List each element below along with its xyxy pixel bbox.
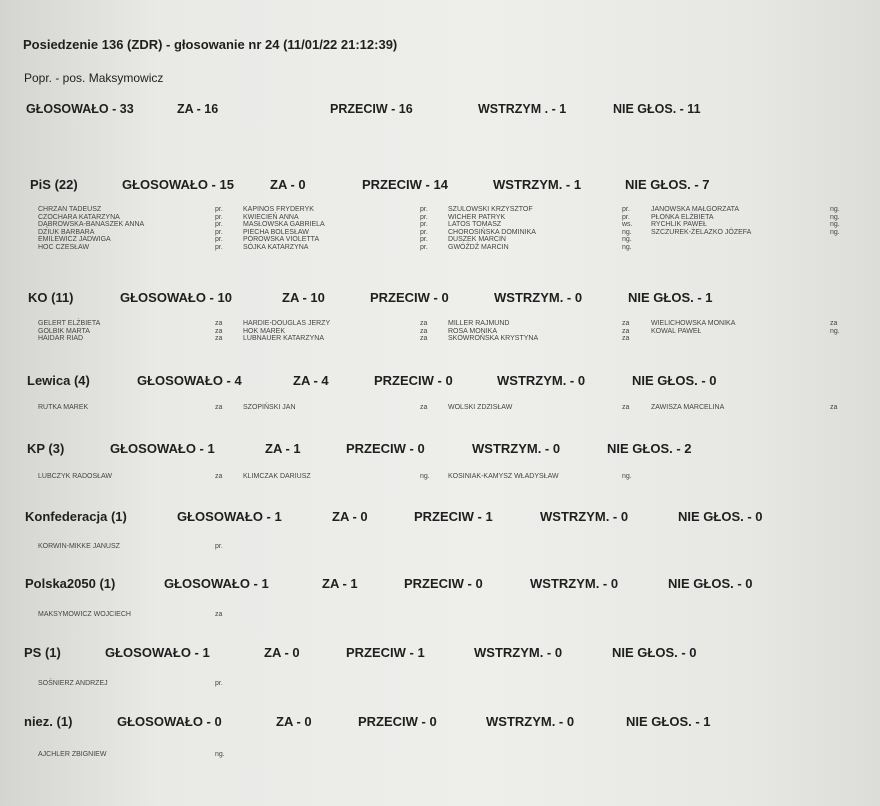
- mp-name: POROWSKA VIOLETTA: [243, 236, 320, 244]
- club-not-voting: NIE GŁOS. - 0: [632, 373, 717, 388]
- mp-name: KWIECIEŃ ANNA: [243, 213, 299, 221]
- mp-name: MASŁOWSKA GABRIELA: [243, 221, 325, 229]
- mp-vote: ng.: [830, 221, 840, 229]
- club-for: ZA - 0: [270, 177, 306, 192]
- mp-name: KLIMCZAK DARIUSZ: [243, 473, 311, 480]
- club-name: PS (1): [24, 645, 61, 660]
- mp-vote: za: [622, 320, 630, 327]
- mp-vote: ws.: [622, 221, 633, 229]
- summary-for: ZA - 16: [177, 102, 219, 116]
- mp-name: SÓJKA KATARZYNA: [243, 244, 309, 251]
- summary-abstain: WSTRZYM . - 1: [478, 102, 567, 116]
- mp-name: SZOPIŃSKI JAN: [243, 404, 296, 411]
- mp-vote: pr.: [215, 680, 223, 687]
- club-voted: GŁOSOWAŁO - 1: [105, 645, 210, 660]
- mp-name: LUBCZYK RADOSŁAW: [38, 473, 113, 480]
- mp-vote: pr.: [622, 206, 630, 213]
- club-not-voting: NIE GŁOS. - 0: [612, 645, 697, 660]
- summary-not-voting: NIE GŁOS. - 11: [613, 102, 701, 116]
- club-against: PRZECIW - 0: [404, 576, 483, 591]
- club-name: KO (11): [28, 290, 74, 305]
- mp-name: CZOCHARA KATARZYNA: [38, 213, 120, 221]
- mp-name: HOC CZESŁAW: [38, 244, 90, 251]
- mp-name: JANOWSKA MAŁGORZATA: [651, 206, 740, 213]
- club-against: PRZECIW - 0: [346, 441, 425, 456]
- mp-vote: ng.: [420, 473, 430, 480]
- mp-name: SZCZUREK-ŻELAZKO JÓZEFA: [651, 228, 752, 236]
- mp-name: PŁONKA ELŻBIETA: [651, 213, 714, 221]
- mp-vote: za: [622, 404, 630, 411]
- mp-vote: pr.: [420, 228, 428, 236]
- mp-name: MILLER RAJMUND: [448, 320, 510, 327]
- mp-vote: ng.: [622, 473, 632, 480]
- mp-vote: za: [830, 404, 838, 411]
- club-abstain: WSTRZYM. - 0: [530, 576, 619, 591]
- club-voted: GŁOSOWAŁO - 0: [117, 714, 222, 729]
- club-name: PiS (22): [30, 177, 78, 192]
- mp-name: CHOROSIŃSKA DOMINIKA: [448, 228, 536, 236]
- mp-vote: pr.: [215, 213, 223, 221]
- mp-name: SZULOWSKI KRZYSZTOF: [448, 206, 533, 213]
- mp-name: WICHER PATRYK: [448, 213, 506, 221]
- club-for: ZA - 0: [332, 509, 368, 524]
- page-title: Posiedzenie 136 (ZDR) - głosowanie nr 24 (11/01/22 21:12:39): [23, 37, 398, 52]
- club-abstain: WSTRZYM. - 1: [493, 177, 582, 192]
- mp-vote: ng.: [830, 213, 840, 221]
- club-not-voting: NIE GŁOS. - 2: [607, 441, 692, 456]
- mp-vote: pr.: [215, 236, 223, 244]
- mp-name: KOSINIAK-KAMYSZ WŁADYSŁAW: [448, 473, 559, 480]
- mp-vote: pr.: [622, 213, 630, 221]
- mp-name: GOLBIK MARTA: [38, 327, 90, 335]
- club-against: PRZECIW - 0: [358, 714, 437, 729]
- mp-vote: za: [830, 320, 838, 327]
- mp-vote: ng.: [830, 206, 840, 213]
- mp-name: HAIDAR RIAD: [38, 335, 84, 343]
- club-for: ZA - 1: [322, 576, 358, 591]
- mp-name: AJCHLER ZBIGNIEW: [38, 751, 107, 758]
- club-against: PRZECIW - 1: [414, 509, 493, 524]
- mp-name: ROSA MONIKA: [448, 327, 498, 335]
- club-name: Lewica (4): [27, 373, 90, 388]
- mp-name: PIECHA BOLESŁAW: [243, 228, 309, 236]
- club-for: ZA - 1: [265, 441, 301, 456]
- club-not-voting: NIE GŁOS. - 0: [668, 576, 753, 591]
- mp-name: KORWIN-MIKKE JANUSZ: [38, 543, 120, 550]
- mp-name: KAPINOS FRYDERYK: [243, 206, 314, 213]
- club-abstain: WSTRZYM. - 0: [497, 373, 586, 388]
- mp-vote: za: [215, 335, 223, 343]
- mp-name: GWÓŹDŹ MARCIN: [448, 244, 509, 251]
- mp-name: DĄBROWSKA-BANASZEK ANNA: [38, 221, 145, 229]
- club-abstain: WSTRZYM. - 0: [474, 645, 563, 660]
- mp-vote: pr.: [420, 221, 428, 229]
- mp-name: WOLSKI ZDZISŁAW: [448, 404, 513, 411]
- mp-vote: za: [622, 335, 630, 343]
- mp-vote: za: [215, 327, 223, 335]
- mp-vote: za: [622, 327, 630, 335]
- mp-vote: za: [215, 320, 223, 327]
- club-not-voting: NIE GŁOS. - 0: [678, 509, 763, 524]
- mp-name: WIELICHOWSKA MONIKA: [651, 320, 736, 327]
- mp-name: ZAWISZA MARCELINA: [651, 404, 725, 411]
- club-voted: GŁOSOWAŁO - 4: [137, 373, 242, 388]
- mp-name: EMILEWICZ JADWIGA: [38, 236, 111, 244]
- mp-name: DZIUK BARBARA: [38, 228, 95, 236]
- mp-name: RUTKA MAREK: [38, 404, 89, 411]
- summary-against: PRZECIW - 16: [330, 102, 413, 116]
- mp-vote: pr.: [215, 221, 223, 229]
- motion-subtitle: Popr. - pos. Maksymowicz: [24, 71, 164, 85]
- summary-voted: GŁOSOWAŁO - 33: [26, 102, 134, 116]
- club-voted: GŁOSOWAŁO - 15: [122, 177, 234, 192]
- club-abstain: WSTRZYM. - 0: [486, 714, 575, 729]
- mp-name: RYCHLIK PAWEŁ: [651, 221, 707, 229]
- mp-vote: za: [420, 335, 428, 343]
- mp-name: CHRZAN TADEUSZ: [38, 206, 102, 213]
- club-voted: GŁOSOWAŁO - 10: [120, 290, 232, 305]
- mp-name: MAKSYMOWICZ WOJCIECH: [38, 611, 131, 618]
- club-voted: GŁOSOWAŁO - 1: [164, 576, 269, 591]
- mp-vote: za: [420, 327, 428, 335]
- mp-name: LATOS TOMASZ: [448, 221, 502, 229]
- mp-name: DUSZEK MARCIN: [448, 236, 506, 244]
- club-abstain: WSTRZYM. - 0: [540, 509, 629, 524]
- mp-vote: pr.: [420, 213, 428, 221]
- mp-vote: ng.: [622, 228, 632, 236]
- club-for: ZA - 0: [276, 714, 312, 729]
- club-not-voting: NIE GŁOS. - 7: [625, 177, 710, 192]
- mp-vote: za: [420, 404, 428, 411]
- mp-vote: ng.: [830, 228, 840, 236]
- club-abstain: WSTRZYM. - 0: [494, 290, 583, 305]
- club-for: ZA - 0: [264, 645, 300, 660]
- mp-vote: ng.: [215, 751, 225, 758]
- mp-vote: pr.: [420, 206, 428, 213]
- club-name: Polska2050 (1): [25, 576, 116, 591]
- mp-vote: za: [215, 404, 223, 411]
- club-against: PRZECIW - 14: [362, 177, 448, 192]
- club-against: PRZECIW - 0: [370, 290, 449, 305]
- club-against: PRZECIW - 1: [346, 645, 425, 660]
- mp-name: KOWAL PAWEŁ: [651, 327, 702, 335]
- mp-name: SKOWROŃSKA KRYSTYNA: [448, 335, 539, 343]
- mp-vote: pr.: [215, 228, 223, 236]
- mp-name: LUBNAUER KATARZYNA: [243, 335, 325, 343]
- mp-vote: pr.: [215, 543, 223, 550]
- club-voted: GŁOSOWAŁO - 1: [177, 509, 282, 524]
- mp-name: GELERT ELŻBIETA: [38, 320, 101, 327]
- club-against: PRZECIW - 0: [374, 373, 453, 388]
- mp-vote: pr.: [420, 244, 428, 251]
- mp-vote: ng.: [622, 236, 632, 244]
- mp-name: HOK MAREK: [243, 327, 286, 335]
- mp-vote: za: [420, 320, 428, 327]
- mp-vote: za: [215, 611, 223, 618]
- club-name: KP (3): [27, 441, 65, 456]
- mp-name: SOŚNIERZ ANDRZEJ: [38, 680, 108, 687]
- club-voted: GŁOSOWAŁO - 1: [110, 441, 215, 456]
- club-not-voting: NIE GŁOS. - 1: [626, 714, 711, 729]
- club-not-voting: NIE GŁOS. - 1: [628, 290, 713, 305]
- mp-name: HARDIE-DOUGLAS JERZY: [243, 320, 331, 327]
- mp-vote: ng.: [830, 327, 840, 335]
- club-name: niez. (1): [24, 714, 73, 729]
- mp-vote: za: [215, 473, 223, 480]
- mp-vote: ng.: [622, 244, 632, 251]
- club-name: Konfederacja (1): [25, 509, 127, 524]
- club-for: ZA - 10: [282, 290, 325, 305]
- mp-vote: pr.: [420, 236, 428, 244]
- club-for: ZA - 4: [293, 373, 329, 388]
- mp-vote: pr.: [215, 244, 223, 251]
- mp-vote: pr.: [215, 206, 223, 213]
- club-abstain: WSTRZYM. - 0: [472, 441, 561, 456]
